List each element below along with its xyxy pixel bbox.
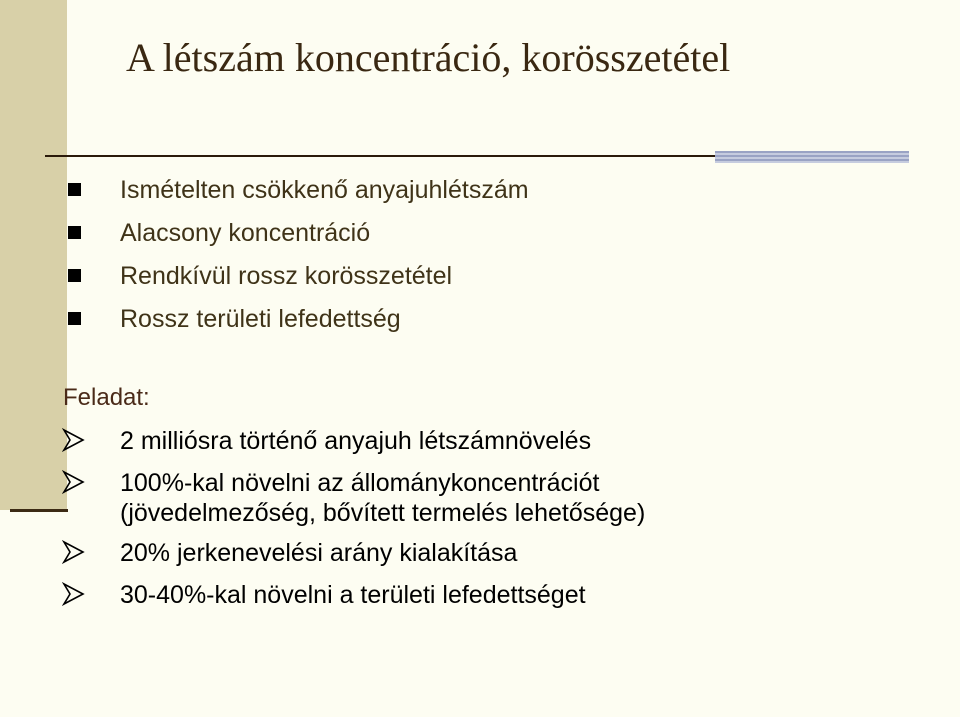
task-item-text: 30-40%-kal növelni a területi lefedettséget	[120, 581, 586, 609]
list-item-text: Rendkívül rossz korösszetétel	[120, 262, 453, 290]
task-item	[62, 538, 645, 568]
square-bullet-icon	[68, 226, 81, 239]
list-item	[68, 261, 529, 304]
task-heading: Feladat:	[63, 384, 150, 411]
list-item	[68, 304, 529, 347]
task-item-text: 2 milliósra történő anyajuh létszámnövelés	[120, 427, 592, 455]
side-decor-rule	[10, 509, 68, 512]
task-item-text: 20% jerkenevelési arány kialakítása	[120, 539, 518, 567]
task-item	[62, 580, 645, 610]
task-list	[62, 426, 645, 622]
arrowhead-bullet-icon	[62, 428, 86, 452]
list-item	[68, 175, 529, 218]
title-underline	[45, 155, 715, 157]
side-decor-bar	[0, 0, 67, 510]
task-item-text-continued: (jövedelmezőség, bővített termelés lehetősége)	[120, 499, 646, 527]
task-item	[62, 468, 645, 528]
square-bullet-icon	[68, 183, 81, 196]
arrowhead-bullet-icon	[62, 582, 86, 606]
arrowhead-bullet-icon	[62, 540, 86, 564]
list-item-text: Ismételten csökkenő anyajuhlétszám	[120, 176, 529, 204]
arrowhead-bullet-icon	[62, 470, 86, 494]
square-bullet-icon	[68, 269, 81, 282]
title-accent-bar	[715, 151, 909, 163]
task-item-text: 100%-kal növelni az állománykoncentrációt	[120, 469, 600, 497]
list-item	[68, 218, 529, 261]
list-item-text: Alacsony koncentráció	[120, 219, 371, 247]
square-bullet-icon	[68, 312, 81, 325]
task-item	[62, 426, 645, 456]
list-item-text: Rossz területi lefedettség	[120, 305, 401, 333]
slide-title: A létszám koncentráció, korösszetétel	[126, 35, 731, 80]
problem-list	[68, 175, 529, 347]
